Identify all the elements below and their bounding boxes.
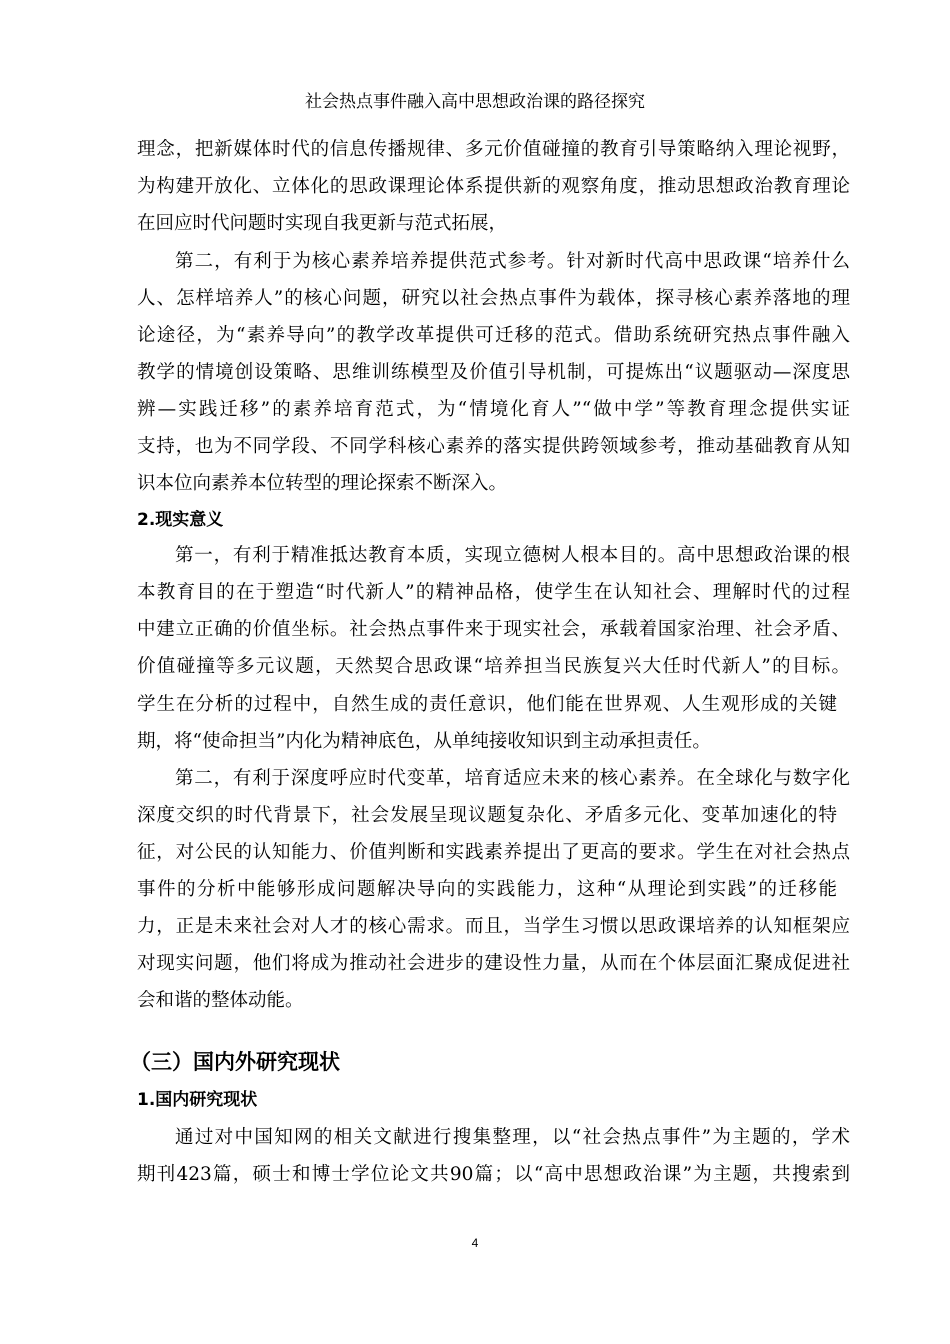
text-line: 中建立正确的价值坐标。社会热点事件来于现实社会，承载着国家治理、社会矛盾、	[137, 619, 850, 640]
text-line: 支持，也为不同学段、不同学科核心素养的落实提供跨领域参考，推动基础教育从知	[137, 436, 850, 457]
text-line: 深度交织的时代背景下，社会发展呈现议题复杂化、矛盾多元化、变革加速化的特	[137, 805, 837, 826]
heading-domestic-research: 1.国内研究现状	[137, 1090, 258, 1110]
heading-practical-significance: 2.现实意义	[137, 510, 224, 530]
page-number: 4	[471, 1236, 479, 1250]
text-line: 第二，有利于为核心素养培养提供范式参考。针对新时代高中思政课“培养什么	[175, 251, 850, 272]
text-line: 本教育目的在于塑造“时代新人”的精神品格，使学生在认知社会、理解时代的过程	[137, 582, 850, 603]
text-line: 为构建开放化、立体化的思政课理论体系提供新的观察角度，推动思想政治教育理论	[137, 176, 850, 197]
running-header: 社会热点事件融入高中思想政治课的路径探究	[305, 92, 645, 112]
text-line: 第一，有利于精准抵达教育本质，实现立德树人根本目的。高中思想政治课的根	[175, 545, 850, 566]
text-line: 辨—实践迁移”的素养培育范式，为“情境化育人”“做中学”等教育理念提供实证	[137, 399, 850, 420]
text-line: 期，将“使命担当”内化为精神底色，从单纯接收知识到主动承担责任。	[137, 731, 711, 752]
text-line: 理念，把新媒体时代的信息传播规律、多元价值碰撞的教育引导策略纳入理论视野，	[137, 139, 850, 160]
text-line: 征，对公民的认知能力、价值判断和实践素养提出了更高的要求。学生在对社会热点	[137, 842, 850, 863]
text-line: 价值碰撞等多元议题，天然契合思政课“培养担当民族复兴大任时代新人”的目标。	[137, 656, 850, 677]
heading-research-status: （三）国内外研究现状	[130, 1050, 340, 1074]
text-line: 人、怎样培养人”的核心问题，研究以社会热点事件为载体，探寻核心素养落地的理	[137, 288, 850, 309]
text-line: 事件的分析中能够形成问题解决导向的实践能力，这种“从理论到实践”的迁移能	[137, 879, 837, 900]
text-line: 会和谐的整体动能。	[137, 990, 304, 1011]
text-line: 期刊423篇，硕士和博士学位论文共90篇；以“高中思想政治课”为主题，共搜索到	[137, 1164, 850, 1185]
text-line: 学生在分析的过程中，自然生成的责任意识，他们能在世界观、人生观形成的关键	[137, 694, 837, 715]
text-line: 通过对中国知网的相关文献进行搜集整理，以“社会热点事件”为主题的，学术	[175, 1127, 850, 1148]
text-line: 识本位向素养本位转型的理论探索不断深入。	[137, 473, 508, 494]
text-line: 教学的情境创设策略、思维训练模型及价值引导机制，可提炼出“议题驱动—深度思	[137, 362, 850, 383]
text-line: 力，正是未来社会对人才的核心需求。而且，当学生习惯以思政课培养的认知框架应	[137, 916, 850, 937]
text-line: 对现实问题，他们将成为推动社会进步的建设性力量，从而在个体层面汇聚成促进社	[137, 953, 850, 974]
text-line: 第二，有利于深度呼应时代变革，培育适应未来的核心素养。在全球化与数字化	[175, 768, 850, 789]
text-line: 论途径，为“素养导向”的教学改革提供可迁移的范式。借助系统研究热点事件融入	[137, 325, 850, 346]
text-line: 在回应时代问题时实现自我更新与范式拓展，	[137, 213, 508, 234]
